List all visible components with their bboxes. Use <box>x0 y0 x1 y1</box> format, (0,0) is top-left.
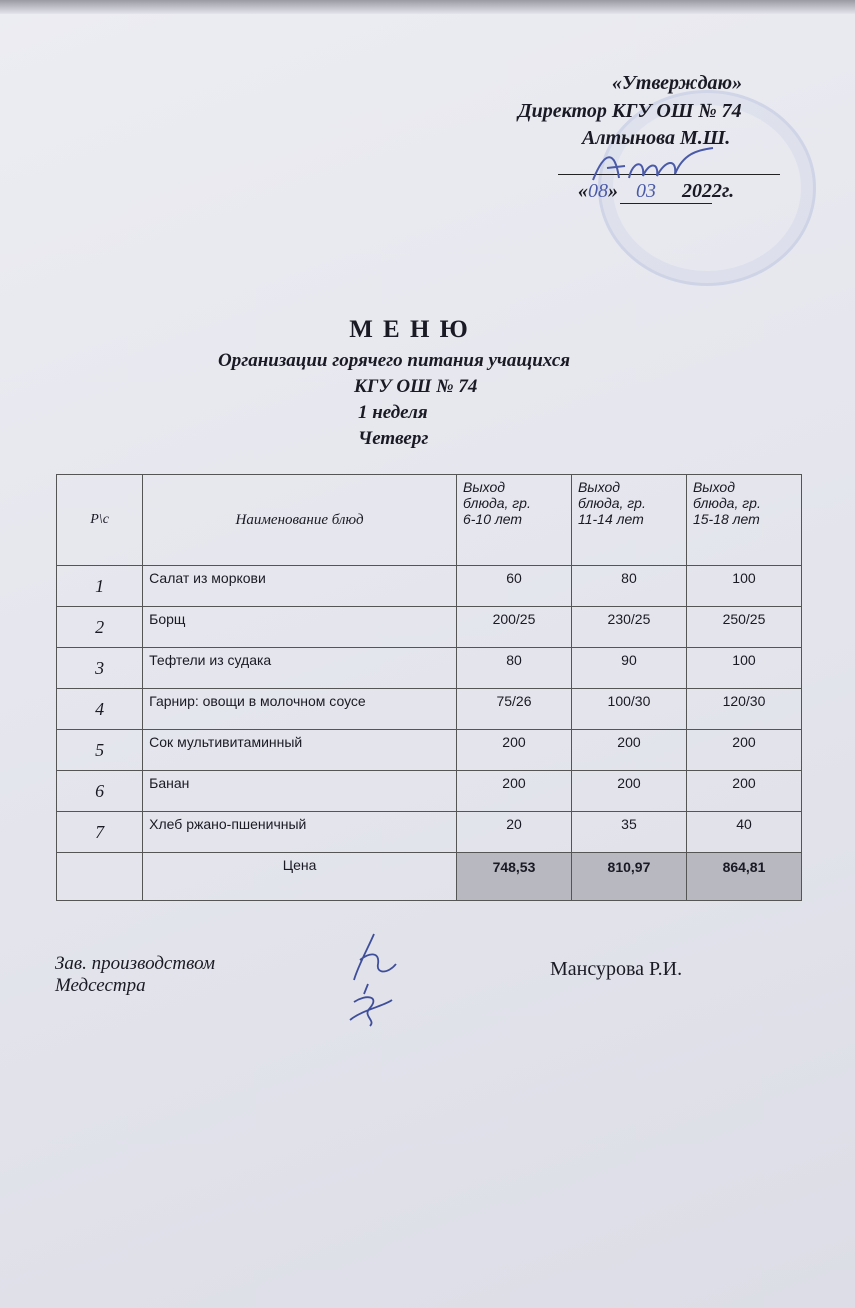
dish-name: Сок мультивитаминный <box>143 730 457 771</box>
production-head-label: Зав. производством <box>55 953 215 974</box>
date-close-quote: » <box>608 180 618 202</box>
row-number: 6 <box>57 771 143 812</box>
portion-11-14: 80 <box>571 566 686 607</box>
header-line: 6-10 лет <box>462 511 523 527</box>
school-name: КГУ ОШ № 74 <box>354 376 478 397</box>
week-label: 1 неделя <box>358 402 428 423</box>
portion-15-18: 40 <box>686 812 801 853</box>
row-number: 7 <box>57 812 143 853</box>
menu-table <box>56 474 802 901</box>
portion-6-10: 20 <box>456 812 571 853</box>
row-number: 3 <box>57 648 143 689</box>
date-year: 2022г. <box>682 180 735 202</box>
approval-director-name: Алтынова М.Ш. <box>582 127 731 149</box>
row-number: 2 <box>57 607 143 648</box>
dish-name: Борщ <box>143 607 457 648</box>
date-day: 08 <box>588 180 608 202</box>
date-month: 03 <box>636 180 656 202</box>
portion-6-10: 60 <box>456 566 571 607</box>
portion-15-18: 200 <box>686 771 801 812</box>
table-row <box>57 607 802 648</box>
dish-name: Салат из моркови <box>143 566 457 607</box>
approval-date <box>578 180 734 203</box>
dish-name: Тефтели из судака <box>143 648 457 689</box>
portion-15-18: 250/25 <box>686 607 801 648</box>
nurse-label: Медсестра <box>55 975 146 996</box>
portion-6-10: 80 <box>456 648 571 689</box>
row-number: 5 <box>57 730 143 771</box>
price-6-10: 748,53 <box>456 853 571 901</box>
header-line: Выход <box>577 479 620 495</box>
day-label: Четверг <box>358 428 429 449</box>
portion-15-18: 100 <box>686 566 801 607</box>
table-row <box>57 648 802 689</box>
price-empty-cell <box>57 853 143 901</box>
portion-11-14: 90 <box>571 648 686 689</box>
header-line: Выход <box>692 479 735 495</box>
header-line: 15-18 лет <box>692 511 760 527</box>
portion-6-10: 75/26 <box>456 689 571 730</box>
header-line: Выход <box>462 479 505 495</box>
menu-title: М Е Н Ю <box>349 316 470 343</box>
portion-6-10: 200/25 <box>456 607 571 648</box>
row-number: 1 <box>57 566 143 607</box>
approval-title: «Утверждаю» <box>612 72 743 94</box>
portion-6-10: 200 <box>456 730 571 771</box>
header-line: блюда, гр. <box>692 495 761 511</box>
table-row <box>57 566 802 607</box>
production-head-signature <box>344 930 404 985</box>
approval-position: Директор КГУ ОШ № 74 <box>518 100 742 122</box>
column-header-number: Р\с <box>57 475 143 566</box>
portion-15-18: 200 <box>686 730 801 771</box>
header-line: 11-14 лет <box>577 511 644 527</box>
dish-name: Хлеб ржано-пшеничный <box>143 812 457 853</box>
column-header-11-14 <box>571 475 686 566</box>
portion-11-14: 200 <box>571 730 686 771</box>
portion-15-18: 120/30 <box>686 689 801 730</box>
date-open-quote: « <box>578 180 588 202</box>
header-line: блюда, гр. <box>462 495 531 511</box>
portion-6-10: 200 <box>456 771 571 812</box>
organization-line: Организации горячего питания учащихся <box>218 350 571 371</box>
column-header-dish: Наименование блюд <box>143 475 457 566</box>
dish-name: Гарнир: овощи в молочном соусе <box>143 689 457 730</box>
price-15-18: 864,81 <box>686 853 801 901</box>
portion-11-14: 230/25 <box>571 607 686 648</box>
column-header-15-18 <box>686 475 801 566</box>
nurse-signature <box>340 980 400 1030</box>
row-number: 4 <box>57 689 143 730</box>
price-row <box>57 853 802 901</box>
table-row <box>57 812 802 853</box>
portion-11-14: 35 <box>571 812 686 853</box>
price-11-14: 810,97 <box>571 853 686 901</box>
portion-11-14: 100/30 <box>571 689 686 730</box>
header-line: блюда, гр. <box>577 495 646 511</box>
table-row <box>57 689 802 730</box>
dish-name: Банан <box>143 771 457 812</box>
page-top-edge <box>0 0 855 14</box>
table-row <box>57 771 802 812</box>
column-header-6-10 <box>456 475 571 566</box>
portion-15-18: 100 <box>686 648 801 689</box>
date-line <box>620 203 712 204</box>
portion-11-14: 200 <box>571 771 686 812</box>
signatory-name: Мансурова Р.И. <box>550 958 683 980</box>
price-label: Цена <box>143 853 457 901</box>
table-header-row <box>57 475 802 566</box>
table-row <box>57 730 802 771</box>
